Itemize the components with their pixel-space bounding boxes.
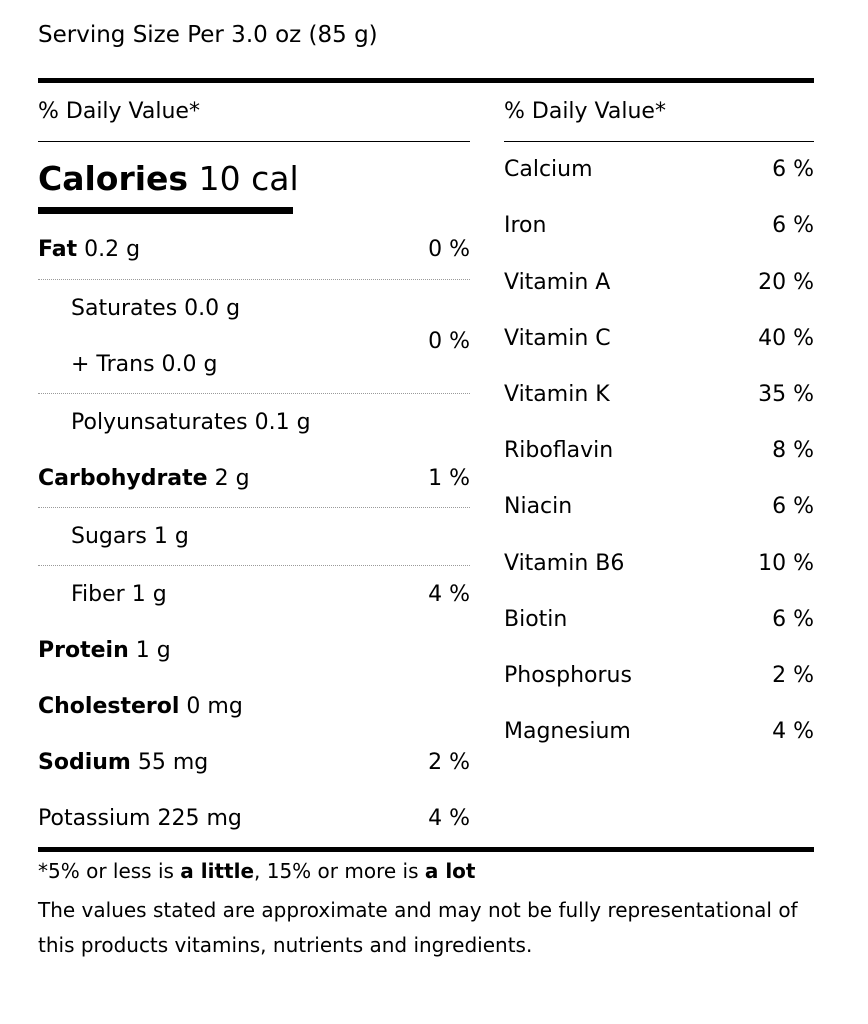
vitamin-name: Niacin [504, 494, 573, 519]
potassium-label: Potassium 225 mg [38, 806, 242, 831]
vitamin-pct: 6 % [772, 494, 814, 519]
vitamin-row [504, 492, 814, 522]
disclaimer: The values stated are approximate and may not be fully representational of this products vitamins, nutrients and ingredients. [38, 898, 798, 957]
vitamin-row [504, 268, 814, 298]
nutrient-row-trans [71, 350, 470, 380]
nutrient-row-polyunsaturates [71, 408, 470, 438]
vitamin-name: Magnesium [504, 719, 631, 744]
nutrient-row-fat [38, 235, 470, 265]
header-rule-right [504, 141, 814, 142]
vitamin-pct: 4 % [772, 719, 814, 744]
footnote-little: a little [180, 859, 255, 883]
vitamin-pct: 6 % [772, 213, 814, 238]
carbohydrate-label: Carbohydrate [38, 466, 208, 491]
vitamin-name: Vitamin C [504, 326, 611, 351]
vitamin-name: Riboflavin [504, 438, 614, 463]
serving-size: Serving Size Per 3.0 oz (85 g) [38, 22, 378, 48]
vitamin-name: Iron [504, 213, 547, 238]
vitamin-pct: 10 % [758, 551, 814, 576]
daily-value-footnote [38, 856, 475, 886]
daily-value-header-left: % Daily Value* [38, 99, 200, 124]
vitamin-pct: 40 % [758, 326, 814, 351]
vitamin-row [504, 605, 814, 635]
vitamin-name: Calcium [504, 157, 593, 182]
vitamin-row [504, 324, 814, 354]
nutrient-row-carbohydrate [38, 464, 470, 494]
vitamin-row [504, 155, 814, 185]
nutrient-row-sugars [71, 522, 470, 552]
cholesterol-label: Cholesterol [38, 694, 180, 719]
nutrient-row-potassium [38, 804, 470, 834]
sodium-value: 55 mg [137, 750, 209, 775]
vitamin-pct: 35 % [758, 382, 814, 407]
daily-value-header-right: % Daily Value* [504, 99, 666, 124]
vitamin-pct: 6 % [772, 157, 814, 182]
nutrient-row-saturates [71, 294, 470, 324]
saturates-trans-pct: 0 % [428, 329, 470, 354]
vitamin-row [504, 661, 814, 691]
top-rule [38, 78, 814, 83]
fat-value: 0.2 g [84, 237, 141, 262]
header-rule-left [38, 141, 470, 142]
nutrition-label [38, 0, 814, 1024]
trans-label: + Trans 0.0 g [71, 352, 218, 377]
calories-rule [38, 207, 293, 214]
vitamin-pct: 8 % [772, 438, 814, 463]
sodium-pct: 2 % [428, 750, 470, 775]
protein-label: Protein [38, 638, 129, 663]
nutrient-row-sodium [38, 748, 470, 778]
cholesterol-value: 0 mg [186, 694, 243, 719]
dotted-divider [38, 279, 470, 280]
sugars-label: Sugars 1 g [71, 524, 189, 549]
bottom-rule [38, 847, 814, 852]
vitamin-row [504, 549, 814, 579]
vitamin-name: Vitamin A [504, 270, 611, 295]
calories-label: Calories [38, 159, 189, 198]
potassium-pct: 4 % [428, 806, 470, 831]
calories-value: 10 cal [198, 159, 299, 198]
dotted-divider [38, 393, 470, 394]
nutrient-row-cholesterol [38, 692, 470, 722]
protein-value: 1 g [135, 638, 171, 663]
vitamin-name: Biotin [504, 607, 568, 632]
nutrient-row-fiber [71, 580, 470, 610]
vitamin-pct: 2 % [772, 663, 814, 688]
fiber-label: Fiber 1 g [71, 582, 167, 607]
vitamin-name: Phosphorus [504, 663, 632, 688]
saturates-label: Saturates 0.0 g [71, 296, 241, 321]
fat-label: Fat [38, 237, 78, 262]
vitamin-pct: 20 % [758, 270, 814, 295]
vitamin-row [504, 717, 814, 747]
footnote-text: , 15% or more is [254, 859, 425, 883]
fat-pct: 0 % [428, 237, 470, 262]
dotted-divider [38, 507, 470, 508]
fiber-pct: 4 % [428, 582, 470, 607]
vitamin-name: Vitamin B6 [504, 551, 625, 576]
sodium-label: Sodium [38, 750, 131, 775]
vitamin-pct: 6 % [772, 607, 814, 632]
vitamin-name: Vitamin K [504, 382, 610, 407]
polyunsaturates-label: Polyunsaturates 0.1 g [71, 410, 311, 435]
footnote-lot: a lot [424, 859, 476, 883]
dotted-divider [38, 565, 470, 566]
footnote-text: *5% or less is [38, 859, 181, 883]
vitamin-row [504, 436, 814, 466]
calories [38, 158, 299, 200]
carbohydrate-pct: 1 % [428, 466, 470, 491]
vitamin-row [504, 211, 814, 241]
carbohydrate-value: 2 g [214, 466, 250, 491]
nutrient-row-protein [38, 636, 470, 666]
vitamin-row [504, 380, 814, 410]
